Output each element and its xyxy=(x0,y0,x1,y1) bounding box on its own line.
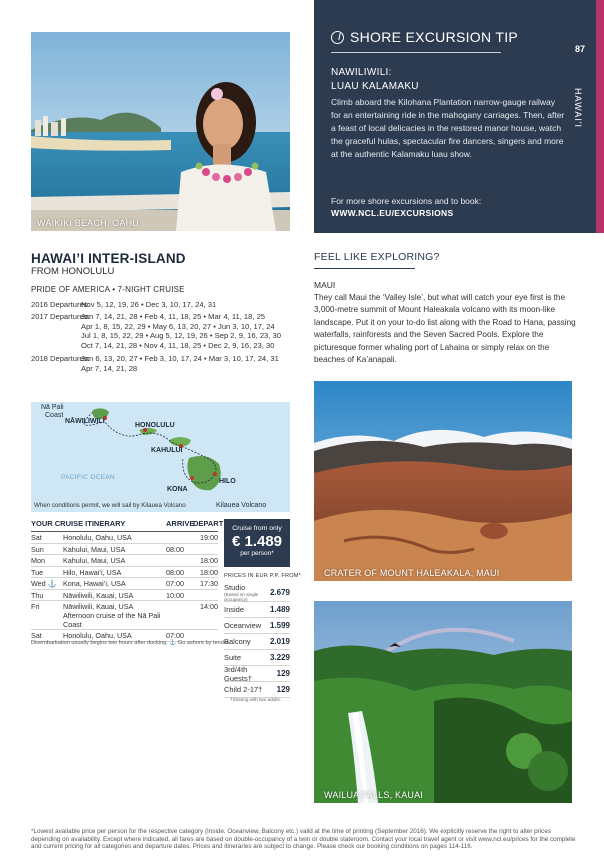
tip-subtitle xyxy=(331,66,571,94)
crater-photo xyxy=(314,381,572,581)
footer-disclaimer: *Lowest available price per person for the respective category (Inside, Oceanview, Balcony etc.) valid at the time of printing (September 2016). We explicitly reserve the right to alter prices depending on availability. Except where indicated, all fares are based on double-occupancy of a twin or double stateroom. Contact your local travel agent or visit www.ncl.eu/prices for the complete and current pricing for all categories and departure dates. Prices and itineraries are subject to change. Please check our booking conditions on pages 114-116. xyxy=(31,828,576,851)
map-label-coast: Coast xyxy=(45,412,64,419)
departure-year: 2018 Departures: xyxy=(31,354,90,363)
cruise-from: FROM HONOLULU xyxy=(31,266,115,277)
shore-excursion-panel xyxy=(314,0,596,233)
price-category: Inside xyxy=(224,605,245,614)
tip-subtitle-line2: LUAU KALAMAKU xyxy=(331,81,419,92)
itinerary-port: Honolulu, Oahu, USA xyxy=(63,533,132,542)
tip-subtitle-line1: NAWILIWILI: xyxy=(331,67,392,78)
header-depart: DEPART xyxy=(193,519,224,528)
itinerary-day: Sun xyxy=(31,544,44,554)
itinerary-day: Sat xyxy=(31,631,42,640)
price-category: 3rd/4th Guests† xyxy=(224,664,252,683)
itinerary-depart: 18:00 xyxy=(200,556,218,565)
price-value: 129 xyxy=(276,685,290,694)
map-label-kahului: KAHULUI xyxy=(151,447,183,454)
departure-dates: Nov 5, 12, 19, 26 • Dec 3, 10, 17, 24, 31 xyxy=(81,300,217,309)
itinerary-port-line1: Nāwiliwili, Kauai, USA xyxy=(63,602,134,611)
itinerary-row xyxy=(31,578,218,590)
itinerary-arrive: 08:00 xyxy=(166,567,184,577)
itinerary-header xyxy=(31,519,224,532)
itinerary-depart: 18:00 xyxy=(200,567,218,577)
map-label-volcano: Kilauea Volcano xyxy=(216,502,267,509)
itinerary-row xyxy=(31,532,218,544)
price-category-name: Studio xyxy=(224,582,246,592)
departures-2018 xyxy=(31,354,279,373)
itinerary-arrive: 07:00 xyxy=(166,579,184,588)
departure-dates: Apr 1, 8, 15, 22, 29 • May 6, 13, 20, 27 • Jun 3, 10, 17, 24 xyxy=(81,321,275,331)
price-category: Balcony xyxy=(224,637,251,646)
price-from-label: Cruise from only xyxy=(232,525,282,532)
itinerary-depart: 19:00 xyxy=(200,533,218,542)
tip-more-text: For more shore excursions and to book: xyxy=(331,196,482,206)
itinerary-port: Kahului, Maui, USA xyxy=(63,556,126,565)
falls-caption: WAILUA FALLS, KAUAI xyxy=(324,790,424,800)
departure-year: 2016 Departures: xyxy=(31,300,90,309)
itinerary-table xyxy=(31,519,224,642)
explore-divider xyxy=(314,268,415,269)
price-value: 1.489 xyxy=(269,605,290,614)
tip-icon xyxy=(331,31,344,44)
itinerary-day: Sat xyxy=(31,533,42,542)
falls-photo xyxy=(314,601,572,803)
itinerary-day: Thu xyxy=(31,590,44,600)
price-row xyxy=(224,618,290,634)
itinerary-row xyxy=(31,601,218,630)
itinerary-row xyxy=(31,555,218,567)
prices-table xyxy=(224,583,290,698)
accent-stripe xyxy=(596,0,604,233)
price-value: 3.229 xyxy=(269,653,290,662)
cruise-ship: PRIDE OF AMERICA • 7-NIGHT CRUISE xyxy=(31,285,185,294)
itinerary-day: Mon xyxy=(31,556,45,565)
tip-body: Climb aboard the Kilohana Plantation narrow-gauge railway for an entertaining ride in the mahogany carriages. Then, after a feast of local delicacies in the restored manor house, watch the graceful hulas, spectacular fire dancers, singers and more at the authentic Kalamaku luau show. xyxy=(331,97,565,159)
itinerary-arrive: 07:00 xyxy=(166,631,184,640)
itinerary-row xyxy=(31,544,218,556)
cruise-title: HAWAI’I INTER-ISLAND xyxy=(31,251,186,266)
departure-dates: Oct 7, 14, 21, 28 • Nov 4, 11, 18, 25 • Dec 2, 9, 16, 23, 30 xyxy=(81,340,275,350)
price-row xyxy=(224,682,290,698)
map-label-kona: KONA xyxy=(167,486,188,493)
price-per: per person* xyxy=(240,550,274,557)
explore-subtitle: MAUI xyxy=(314,280,336,290)
explore-title: FEEL LIKE EXPLORING? xyxy=(314,251,440,263)
itinerary-port-line2: Afternoon cruise of the Nā Pali Coast xyxy=(63,611,161,629)
price-row xyxy=(224,666,290,682)
itinerary-arrive: 08:00 xyxy=(166,544,184,554)
itinerary-title: YOUR CRUISE ITINERARY xyxy=(31,519,126,528)
explore-body: They call Maui the ‘Valley Isle’, but what will catch your eye first is the 3,000-metre summit of Mount Haleakala volcano with its moon-like landscape. Put it on your to-do list along with the Road to Hana, passing waterfalls, rainforests and the Seven Sacred Pools. Explore the picturesque former whaling port of Lahaina or simply relax on the beaches of Ka’anapali. xyxy=(314,293,576,365)
header-arrive: ARRIVE xyxy=(166,519,195,528)
itinerary-port xyxy=(63,602,166,629)
price-category xyxy=(224,583,270,602)
hero-photo xyxy=(31,32,290,231)
itinerary-arrive: 10:00 xyxy=(166,590,184,600)
map-label-ocean: PACIFIC OCEAN xyxy=(61,474,115,481)
price-row xyxy=(224,602,290,618)
departures-2017 xyxy=(31,312,281,350)
map-label-napali: Nā Pali xyxy=(41,404,64,411)
map-note: When conditions permit, we will sail by Kilauea Volcano xyxy=(34,502,186,509)
itinerary-row xyxy=(31,590,218,602)
itinerary-day: Wed ⚓ xyxy=(31,579,57,588)
price-value: 129 xyxy=(276,669,290,678)
prices-footnote: †Sharing with two adults. xyxy=(230,697,282,702)
itinerary-port: Nāwiliwili, Kauai, USA xyxy=(63,590,134,600)
map-label-honolulu: HONOLULU xyxy=(135,422,175,429)
page-number: 87 xyxy=(575,44,586,54)
tip-title: SHORE EXCURSION TIP xyxy=(350,29,519,45)
departure-dates: Jan 6, 13, 20, 27 • Feb 3, 10, 17, 24 • Mar 3, 10, 17, 24, 31 xyxy=(81,354,279,363)
price-category: Oceanview xyxy=(224,621,262,630)
route-map xyxy=(31,402,290,512)
itinerary-row xyxy=(31,567,218,579)
price-category-note: (Based on single occupancy) xyxy=(224,591,259,602)
departure-year: 2017 Departures: xyxy=(31,312,90,321)
map-label-hilo: HILO xyxy=(219,478,236,485)
map-label-nawiliwili: NĀWILIWILI xyxy=(65,418,105,425)
itinerary-depart: 17:30 xyxy=(200,579,218,588)
tip-divider xyxy=(331,52,501,53)
itinerary-depart: 14:00 xyxy=(200,602,218,611)
side-section-label: HAWAI'I xyxy=(573,88,583,129)
price-row xyxy=(224,583,290,602)
itinerary-port: Honolulu, Oahu, USA xyxy=(63,631,132,640)
price-row xyxy=(224,634,290,650)
itinerary-day: Fri xyxy=(31,602,40,611)
price-value: 2.019 xyxy=(269,637,290,646)
prices-header: PRICES IN EUR P.P. FROM* xyxy=(224,573,302,579)
price-value: 1.599 xyxy=(269,621,290,630)
price-box xyxy=(224,519,290,567)
tip-heading xyxy=(331,29,518,45)
itinerary-note: Disembarkation usually begins two hours after docking. ⚓ Go ashore by tender. xyxy=(31,640,231,646)
price-value: 2.679 xyxy=(269,587,290,597)
departure-dates: Jul 1, 8, 15, 22, 29 • Aug 5, 12, 19, 26 • Sep 2, 9, 16, 23, 30 xyxy=(81,331,281,341)
price-category: Child 2-17† xyxy=(224,685,263,694)
itinerary-day: Tue xyxy=(31,567,44,577)
departure-dates: Apr 7, 14, 21, 28 xyxy=(81,363,138,373)
itinerary-port: Kahului, Maui, USA xyxy=(63,544,126,554)
departure-dates: Jan 7, 14, 21, 28 • Feb 4, 11, 18, 25 • Mar 4, 11, 18, 25 xyxy=(81,312,266,321)
itinerary-port: Kona, Hawai’i, USA xyxy=(63,579,126,588)
hero-caption: WAIKIKI BEACH, OAHU xyxy=(37,218,139,228)
itinerary-port: Hilo, Hawai’i, USA xyxy=(63,567,122,577)
price-category: Suite xyxy=(224,653,242,662)
crater-caption: CRATER OF MOUNT HALEAKALA, MAUI xyxy=(324,568,500,578)
price-amount: € 1.489 xyxy=(231,533,283,550)
departures-2016 xyxy=(31,300,216,310)
excursions-link[interactable]: WWW.NCL.EU/EXCURSIONS xyxy=(331,208,454,218)
